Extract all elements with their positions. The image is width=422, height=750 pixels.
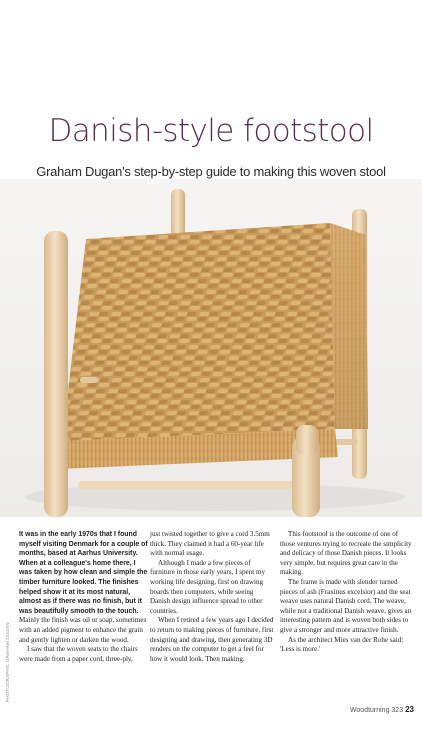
body-column-1 [19,530,148,664]
intro-lead: It was in the early 1970s that I found myself visiting Denmark for a couple of months, based at Aarhus University. When at a colleague's home there, I was taken by how clean and simple the timber furniture looked. The finishes helped show it at its most natural, almost as if there was no finish, but it was beautifully smooth to the touch. [19,531,148,615]
page-folio [350,705,414,714]
body-paragraph: just twisted together to give a cord 3.5mm thick. They claimed it had a 60-year life with normal usage. [150,530,270,558]
body-paragraph: Although I made a few pieces of furniture in those early years, I spent my working life designing, first on drawing boards then computers, while seeing Danish design influence spread to other countries. [150,558,266,615]
front-stretcher [78,481,318,489]
body-paragraph: When I retired a few years ago I decided to return to making pieces of furniture, first designing and drawing, then generating 3D renders on the computer to get a feel for how it would look. Then making. [150,616,274,663]
article-standfirst: Graham Dugan's step-by-step guide to making this woven stool [36,164,386,179]
footstool-illustration [0,179,422,517]
side-stretcher-left [80,377,98,383]
body-column-3 [280,530,412,655]
magazine-issue: Woodturning 323 [349,707,404,714]
front-left-leg [44,231,68,517]
body-paragraph: The frame is made with slender turned pieces of ash (Fraxinus excelsior) and the seat weave uses natural Danish cord. The weave, while not a traditional Danish weave, gives an interesting pattern and is woven both sides to give a stronger and more attractive finish. [280,577,412,634]
intro-text: Mainly the finish was oil or soap, sometimes with an added pigment to enhance the grain and gently lighten or darken the wood. [19,616,147,644]
footstool-photo [0,179,422,517]
body-paragraph: I saw that the woven seats to the chairs were made from a paper cord, three-ply, [19,645,138,663]
body-paragraph: This footstool is the outcome of one of those ventures trying to recreate the simplicity and delicacy of those Danish pieces. It looks very simple, but requires great care in the making. [280,530,412,577]
body-column-2 [150,530,275,664]
seat-weave [62,223,335,441]
photo-credit: PHOTOGRAPHS: GRAHAM DUGAN [5,622,10,702]
article-title: Danish-style footstool [48,113,374,149]
body-paragraph [19,530,148,645]
page-number: 23 [405,705,414,714]
body-paragraph: As the architect Mies van der Rohe said: 'Less is more.' [280,635,404,654]
